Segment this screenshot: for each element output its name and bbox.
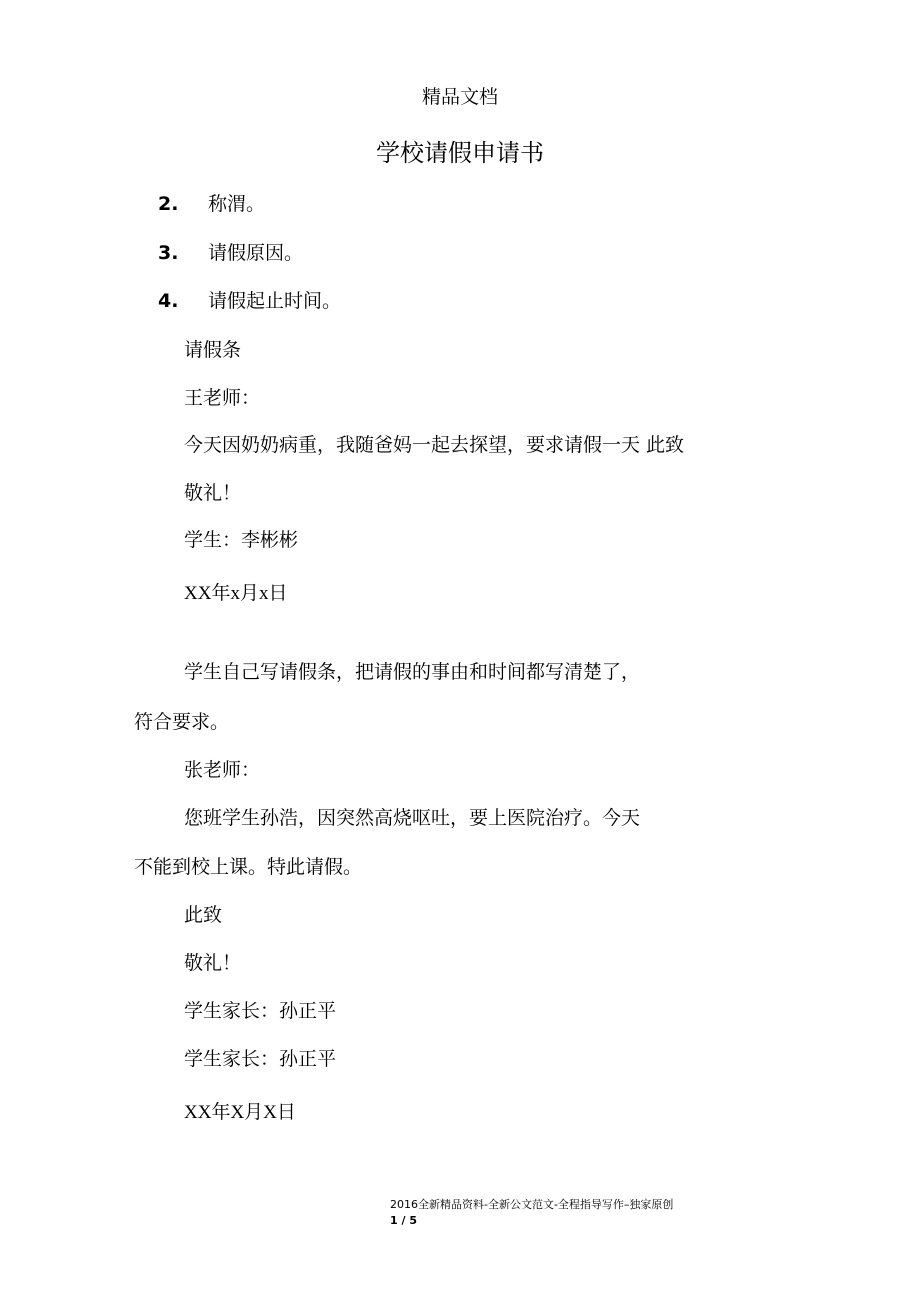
note-closing: 敬礼！	[184, 482, 242, 504]
note-heading: 请假条	[184, 339, 242, 361]
document-title: 学校请假申请书	[376, 139, 544, 167]
comment-line: 学生自己写请假条，把请假的事由和时间都写清楚了，	[184, 661, 641, 683]
note-body: 今天因奶奶病重，我随爸妈一起去探望，要求请假一天 此致	[184, 434, 685, 456]
note-body-line: 不能到校上课。特此请假。	[134, 856, 363, 878]
list-text: 称渭。	[208, 193, 266, 215]
note-salutation: 张老师：	[184, 759, 261, 781]
list-number: 4.	[158, 290, 179, 312]
note-signature: 学生：李彬彬	[184, 529, 299, 551]
list-number: 2.	[158, 193, 179, 215]
note-date: XX年X月X日	[184, 1102, 296, 1123]
note-signature: 学生家长：孙正平	[184, 1000, 337, 1022]
list-item	[158, 289, 341, 313]
list-item	[158, 192, 265, 216]
comment-line: 符合要求。	[134, 711, 230, 733]
list-text: 请假起止时间。	[208, 290, 342, 312]
note-closing: 敬礼！	[184, 952, 242, 974]
note-salutation: 王老师：	[184, 387, 261, 409]
page-number: 1 / 5	[390, 1214, 417, 1227]
footer-text: 2016全新精品资料-全新公文范文-全程指导写作–独家原创	[390, 1198, 674, 1211]
note-date: XX年x月x日	[184, 583, 288, 604]
list-number: 3.	[158, 242, 179, 264]
note-signature: 学生家长：孙正平	[184, 1048, 337, 1070]
list-item	[158, 241, 303, 265]
note-body-line: 您班学生孙浩，因突然高烧呕吐，要上医院治疗。今天	[184, 807, 641, 829]
list-text: 请假原因。	[208, 242, 304, 264]
note-cizhi: 此致	[184, 904, 223, 926]
page-header: 精品文档	[421, 86, 498, 108]
